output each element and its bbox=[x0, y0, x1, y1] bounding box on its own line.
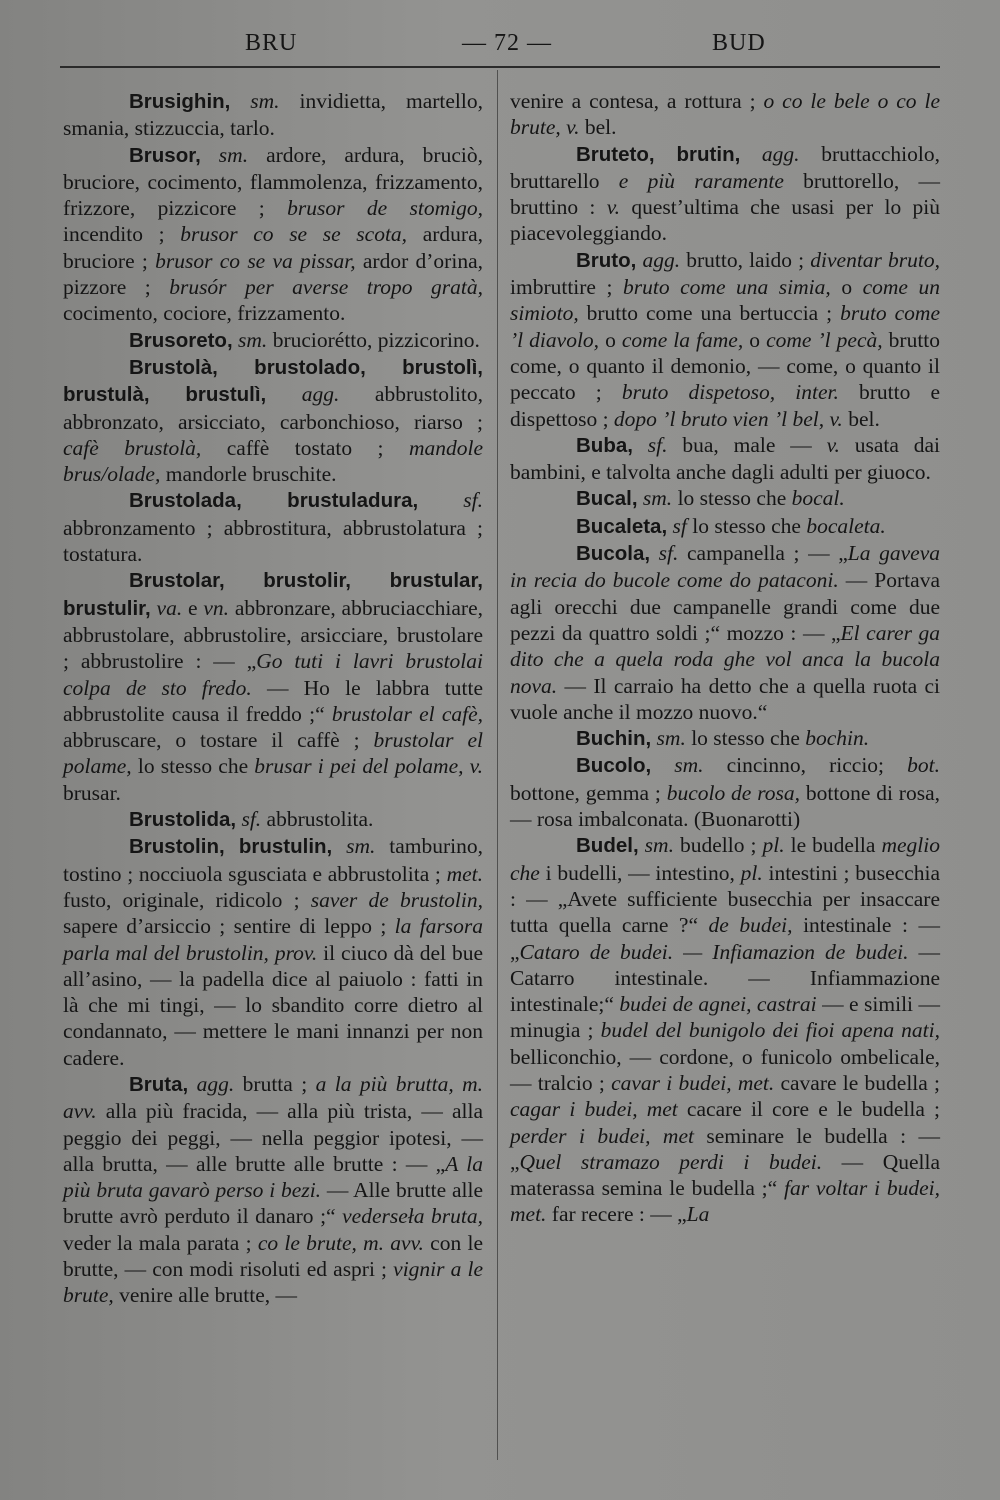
entry-text: intestinale : — „ bbox=[510, 913, 940, 964]
entry-italic-text: sm. bbox=[637, 486, 673, 511]
entry-italic-text: cafè brustolà, bbox=[63, 435, 202, 460]
header-right-guideword: BUD bbox=[712, 30, 766, 56]
entry-text: cincinno, riccio; bbox=[703, 753, 908, 778]
entry-text: cacare il core e le budella ; bbox=[677, 1097, 940, 1122]
entry-italic-text: de budei, bbox=[708, 913, 793, 938]
entry-italic-text: sm. bbox=[332, 834, 376, 859]
entry-headword: Brustolà, brustolado, brustolì, brustulà, brustulì, bbox=[63, 355, 483, 407]
entry-text: lo stesso che bbox=[685, 726, 806, 751]
entry-italic-text: v. bbox=[826, 432, 840, 457]
entry-italic-text: Go tuti i lavri brustolai colpa de sto fredo. bbox=[63, 649, 483, 700]
dictionary-entry bbox=[510, 88, 940, 141]
entry-headword: Brustolar, brustolir, brustular, brustulir, bbox=[63, 569, 483, 620]
entry-italic-text: bochin. bbox=[805, 726, 870, 751]
dictionary-entry bbox=[510, 540, 940, 725]
entry-headword: Brustolida, bbox=[129, 808, 237, 832]
entry-italic-text: sf. bbox=[418, 488, 483, 513]
entry-italic-text: agg. bbox=[636, 247, 681, 272]
entry-italic-text: agg. bbox=[266, 382, 340, 407]
entry-text: con le brutte, — con modi risoluti ed aspri ; bbox=[63, 1230, 483, 1282]
entry-headword: Bucolo, bbox=[576, 754, 652, 778]
entry-headword: Buba, bbox=[576, 433, 633, 457]
dictionary-entry bbox=[63, 88, 483, 142]
entry-text: lo stesso che bbox=[131, 754, 255, 779]
entry-italic-text: sm. bbox=[200, 142, 249, 167]
entry-text: intestini ; busecchia : — „Avete sufficiente busecchia per insaccare tutta quella carne ?“ bbox=[510, 860, 940, 938]
entry-italic-text: agg. bbox=[188, 1071, 235, 1096]
entry-text: ardore, ardura, bruciò, bruciore, cocimento, flammolenza, frizzamento, frizzore, pizzicore ; bbox=[63, 142, 483, 221]
entry-italic-text: brusor de stomigo, bbox=[287, 196, 484, 221]
entry-italic-text: sm. bbox=[651, 753, 704, 778]
entry-text: cocimento, cociore, frizzamento. bbox=[63, 301, 346, 326]
entry-headword: Brusighin, bbox=[129, 90, 231, 113]
dictionary-entry bbox=[63, 806, 483, 833]
entry-italic-text: vn. bbox=[203, 595, 230, 620]
entry-italic-text: dopo ’l bruto vien ’l bel, v. bbox=[613, 406, 843, 431]
entry-italic-text: pl. bbox=[762, 833, 785, 858]
entry-text: bruciorétto, pizzicorino. bbox=[267, 327, 480, 352]
entry-italic-text: cavar i budei, met. bbox=[611, 1070, 775, 1095]
entry-text: o bbox=[743, 327, 767, 352]
entry-text: bottone di rosa, — rosa imbalconata. (Buonarotti) bbox=[510, 780, 940, 832]
entry-italic-text: bruto dispetoso, inter. bbox=[621, 380, 839, 405]
header-left-guideword: BRU bbox=[245, 30, 298, 56]
entry-italic-text: vederseła bruta, bbox=[342, 1204, 483, 1229]
entry-headword: Bucal, bbox=[576, 487, 638, 511]
entry-text: brutta ; bbox=[234, 1071, 316, 1096]
entry-italic-text: La gaveva in recia do bucole come do pataconi. bbox=[510, 541, 940, 593]
entry-text: tamburino, tostino ; nocciuola sgusciata e abbrustolita ; bbox=[63, 834, 483, 886]
dictionary-entry bbox=[510, 485, 940, 512]
entry-text: lo stesso che bbox=[686, 513, 807, 538]
page-number: — 72 — bbox=[462, 30, 552, 56]
entry-text: le budella bbox=[784, 833, 882, 858]
dictionary-entry bbox=[63, 833, 483, 1071]
right-column bbox=[510, 88, 940, 1228]
entry-italic-text: sm. bbox=[232, 327, 268, 352]
dictionary-entry bbox=[63, 142, 483, 327]
entry-italic-text: brustolar el cafè, bbox=[331, 701, 483, 726]
entry-text: abbrustolita. bbox=[261, 807, 374, 832]
entry-text: — Il carraio ha detto che a quella ruota ci vuole anche il mozzo nuovo.“ bbox=[510, 673, 940, 724]
entry-text: cavare le budella ; bbox=[774, 1070, 941, 1095]
entry-text: quest’ultima che usasi per lo più piacevoleggiando. bbox=[510, 195, 940, 246]
column-divider bbox=[497, 70, 498, 1460]
entry-italic-text: budel del bunigolo dei fioi apena nati, bbox=[600, 1018, 941, 1043]
entry-italic-text: sf. bbox=[236, 807, 262, 832]
dictionary-entry bbox=[63, 354, 483, 487]
entry-text: bruttacchiolo, bruttarello bbox=[510, 141, 940, 193]
entry-italic-text: bruto come ’l diavolo, bbox=[510, 301, 940, 352]
entry-text: veder la mala parata ; bbox=[63, 1230, 258, 1255]
entry-text: imbruttire ; bbox=[510, 275, 624, 300]
entry-text: brutto come, o quanto il demonio, — come, o quanto il peccato ; bbox=[510, 327, 941, 405]
entry-italic-text: sm. bbox=[638, 833, 674, 858]
dictionary-entry bbox=[510, 513, 940, 540]
entry-italic-text: budei de agnei, castrai bbox=[619, 992, 817, 1017]
entry-text: bruttorello, — bruttino : bbox=[510, 168, 940, 220]
entry-headword: Brustolin, brustulin, bbox=[129, 835, 333, 859]
entry-text: abbronzamento ; abbrostitura, abbrustolatura ; tostatura. bbox=[63, 515, 483, 567]
entry-italic-text: perder i budei, met bbox=[510, 1123, 694, 1148]
dictionary-entry bbox=[510, 141, 940, 247]
entry-italic-text: co le brute, m. avv. bbox=[257, 1230, 424, 1255]
entry-text: venire alle brutte, — bbox=[113, 1283, 298, 1308]
entry-italic-text: sm. bbox=[230, 89, 280, 113]
entry-text: brutto, laido ; bbox=[680, 247, 811, 272]
entry-text: bel. bbox=[842, 406, 880, 431]
entry-italic-text: brustolar el polame, bbox=[63, 728, 483, 779]
entry-text: brutto e dispettoso ; bbox=[510, 380, 940, 431]
entry-text: caffè tostato ; bbox=[201, 435, 409, 460]
dictionary-entry bbox=[510, 832, 940, 1227]
entry-italic-text: bocaleta. bbox=[806, 513, 886, 538]
entry-text: bottone, gemma ; bbox=[510, 780, 667, 805]
entry-italic-text: brusór per averse tropo gratà, bbox=[169, 275, 483, 300]
entry-italic-text: saver de brustolin, bbox=[310, 887, 483, 912]
entry-italic-text: bot. bbox=[907, 753, 940, 778]
entry-italic-text: va. bbox=[150, 595, 183, 620]
entry-italic-text: bocal. bbox=[791, 486, 845, 511]
dictionary-entry bbox=[63, 327, 483, 354]
entry-text: alla più fracida, — alla più trista, — alla peggio dei peggi, — nella peggior ipotesi, — alla brutta, — alle brutte alle brutte : — „ bbox=[63, 1099, 483, 1176]
entry-italic-text: brusor co se va pissar, bbox=[155, 248, 356, 273]
entry-headword: Brustolada, brustuladura, bbox=[129, 489, 419, 513]
entry-text: budello ; bbox=[673, 833, 763, 858]
entry-text: abbronzare, abbruciacchiare, abbrustolare, abbrustolire, arsicciare, brustolare ; abbrustolire : — „ bbox=[63, 595, 483, 674]
header-rule bbox=[60, 66, 940, 68]
entry-text: — Alle brutte alle brutte avrò perduto il danaro ;“ bbox=[63, 1178, 484, 1229]
entry-italic-text: A la più bruta gavarò perso i bezi. bbox=[63, 1151, 484, 1203]
entry-italic-text: v. bbox=[606, 195, 621, 220]
entry-italic-text: come un simioto, bbox=[510, 275, 940, 326]
entry-text: lo stesso che bbox=[672, 486, 792, 511]
entry-headword: Brusor, bbox=[129, 143, 201, 167]
entry-headword: Budel, bbox=[576, 834, 639, 858]
entry-text: fusto, originale, ridicolo ; bbox=[63, 887, 311, 912]
dictionary-entry bbox=[510, 432, 940, 486]
entry-italic-text: sf. bbox=[650, 541, 679, 566]
entry-text: brusar. bbox=[63, 780, 121, 805]
entry-text: ardura, bruciore ; bbox=[63, 222, 483, 273]
entry-text: seminare le budella : — „ bbox=[510, 1123, 940, 1174]
entry-italic-text: e più raramente bbox=[618, 168, 784, 193]
entry-italic-text: far voltar i budei, met. bbox=[510, 1176, 940, 1227]
page-header bbox=[0, 30, 1000, 66]
dictionary-entry bbox=[510, 725, 940, 752]
entry-italic-text: pl. bbox=[740, 860, 763, 885]
entry-italic-text: brusor co se se scota, bbox=[180, 222, 408, 247]
entry-headword: Bucola, bbox=[576, 542, 651, 566]
entry-text: bel. bbox=[579, 115, 617, 140]
entry-italic-text: come ’l pecà, bbox=[766, 327, 883, 352]
entry-italic-text: meglio che bbox=[510, 833, 940, 885]
entry-text: brutto come una bertuccia ; bbox=[578, 301, 841, 326]
entry-text: o bbox=[599, 327, 622, 352]
entry-text: belliconchio, — cordone, o funicolo ombelicale, — tralcio ; bbox=[510, 1044, 940, 1095]
entry-text: — Quella materassa semina le budella ;“ bbox=[510, 1149, 941, 1201]
entry-headword: Bruta, bbox=[129, 1072, 189, 1096]
entry-italic-text: bruto come una simia, bbox=[623, 275, 831, 300]
entry-italic-text: bucolo de rosa, bbox=[666, 780, 801, 805]
dictionary-entry bbox=[510, 752, 940, 832]
dictionary-entry bbox=[63, 1071, 483, 1309]
entry-italic-text: agg. bbox=[740, 141, 800, 166]
entry-headword: Brusoreto, bbox=[129, 328, 233, 352]
entry-italic-text: sf. bbox=[632, 432, 668, 457]
entry-text: ardor d’orina, pizzore ; bbox=[63, 248, 483, 300]
entry-text: campanella ; — „ bbox=[678, 541, 848, 566]
entry-text: e bbox=[182, 595, 204, 620]
entry-text: abbruscare, o tostare il caffè ; bbox=[63, 728, 374, 753]
entry-italic-text: come la fame, bbox=[621, 327, 744, 352]
entry-italic-text: diventar bruto, bbox=[810, 247, 940, 272]
entry-italic-text: sm. bbox=[651, 726, 686, 751]
entry-headword: Buchin, bbox=[576, 727, 652, 751]
entry-text: usata dai bambini, e talvolta anche dagli adulti per giuoco. bbox=[510, 432, 941, 485]
left-column bbox=[63, 88, 483, 1309]
entry-italic-text: vignir a le brute, bbox=[63, 1257, 484, 1308]
entry-text: sapere d’arsiccio ; sentire di leppo ; bbox=[63, 914, 395, 939]
entry-italic-text: cagar i budei, met bbox=[510, 1097, 678, 1122]
entry-text: — Catarro intestinale. — Infiammazione intestinale;“ bbox=[510, 939, 940, 1017]
entry-text: mandorle bruschite. bbox=[160, 462, 337, 487]
entry-italic-text: El carer ga dito che a quela roda ghe vol anca la bucola nova. bbox=[510, 620, 940, 698]
entry-text: incendito ; bbox=[63, 222, 181, 247]
dictionary-entry bbox=[63, 487, 483, 567]
entry-italic-text: sf bbox=[667, 513, 687, 538]
entry-italic-text: la farsora parla mal del brustolin, prov. bbox=[63, 914, 483, 965]
entry-headword: Bruto, bbox=[576, 248, 637, 272]
entry-italic-text: met. bbox=[446, 861, 483, 886]
entry-italic-text: Quel stramazo perdi i budei. bbox=[519, 1149, 823, 1174]
entry-text: far recere : — „ bbox=[546, 1202, 687, 1227]
entry-text: — e simili — minugia ; bbox=[510, 992, 940, 1043]
entry-text: abbrustolito, abbronzato, arsicciato, carbonchioso, riarso ; bbox=[63, 382, 484, 434]
entry-text: — Ho le labbra tutte abbrustolite causa il freddo ;“ bbox=[63, 675, 483, 726]
entry-text: i budelli, — intestino, bbox=[539, 860, 741, 885]
entry-text: o bbox=[830, 275, 863, 300]
entry-text: invidietta, martello, smania, stizzuccia, tarlo. bbox=[63, 89, 483, 141]
entry-italic-text: mandole brus/olade, bbox=[63, 435, 483, 487]
entry-text: bua, male — bbox=[667, 432, 827, 457]
entry-text: il ciuco dà del bue all’asino, — la padella dice al paiuolo : fatti in là che mi tingi, — lo sbandito corre dietro al condannato, — mettere le mani innanzi per non cadere. bbox=[63, 940, 484, 1070]
entry-italic-text: Cataro de budei. — Infiamazion de budei. bbox=[519, 939, 909, 964]
entry-italic-text: a la più brutta, m. avv. bbox=[63, 1071, 484, 1124]
dictionary-entry bbox=[63, 567, 483, 806]
entry-text: — Portava agli orecchi due campanelle grandi come due pezzi da quattro soldi ;“ mozzo : — „ bbox=[510, 568, 940, 645]
entry-text: venire a contesa, a rottura ; bbox=[510, 89, 764, 113]
entry-italic-text: La bbox=[686, 1202, 710, 1227]
entry-italic-text: brusar i pei del polame, v. bbox=[254, 754, 483, 779]
entry-italic-text: o co le bele o co le brute, v. bbox=[510, 89, 940, 140]
entry-headword: Bucaleta, bbox=[576, 514, 668, 538]
entry-headword: Bruteto, brutin, bbox=[576, 142, 741, 166]
dictionary-entry bbox=[510, 247, 940, 432]
